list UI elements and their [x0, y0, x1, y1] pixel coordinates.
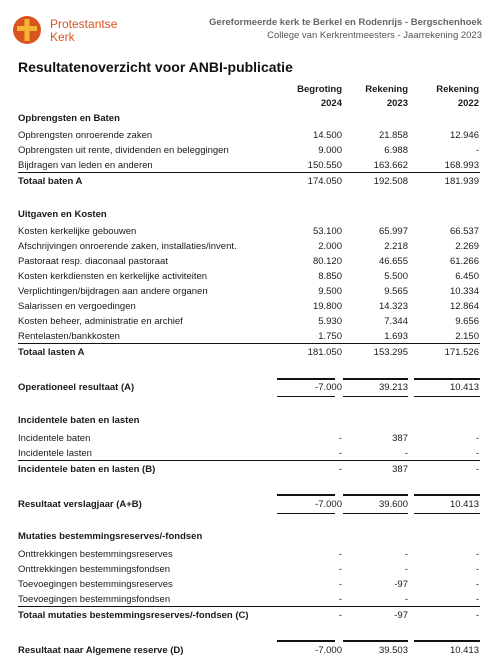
- logo-line2: Kerk: [50, 30, 75, 44]
- divider: [277, 513, 335, 514]
- logo-icon: [12, 15, 42, 45]
- organization-name: Gereformeerde kerk te Berkel en Rodenrijs - Bergschenhoek: [209, 17, 482, 28]
- result-row: Resultaat verslagjaar (A+B) -7.000 39.600 10.413: [18, 499, 479, 510]
- divider: [414, 494, 480, 496]
- total-row: Incidentele baten en lasten (B) - 387 -: [18, 464, 479, 475]
- total-row: Totaal baten A 174.050 192.508 181.939: [18, 176, 479, 187]
- table-row: Incidentele lasten - - -: [18, 448, 479, 459]
- divider: [343, 640, 408, 642]
- divider: [343, 494, 408, 496]
- logo: [12, 12, 132, 48]
- divider: [414, 513, 480, 514]
- table-row: Rentelasten/bankkosten 1.750 1.693 2.150: [18, 331, 479, 342]
- document-subtitle: College van Kerkrentmeesters - Jaarrekening 2023: [267, 30, 482, 41]
- divider: [277, 494, 335, 496]
- table-row: Pastoraat resp. diaconaal pastoraat 80.120 46.655 61.266: [18, 256, 479, 267]
- divider: [414, 640, 480, 642]
- table-row: Verplichtingen/bijdragen aan andere organen 9.500 9.565 10.334: [18, 286, 479, 297]
- table-row: Kosten beheer, administratie en archief 5.930 7.344 9.656: [18, 316, 479, 327]
- result-row: Operationeel resultaat (A) -7.000 39.213 10.413: [18, 382, 479, 393]
- result-row: Resultaat naar Algemene reserve (D) -7.000 39.503 10.413: [18, 645, 479, 656]
- table-row: Kosten kerkdiensten en kerkelijke activiteiten 8.850 5.500 6.450: [18, 271, 479, 282]
- table-row: Onttrekkingen bestemmingsreserves - - -: [18, 549, 479, 560]
- section-heading: Opbrengsten en Baten: [18, 113, 120, 124]
- divider: [414, 396, 480, 397]
- total-row: Totaal mutaties bestemmingsreserves/-fondsen (C) - -97 -: [18, 610, 479, 621]
- table-row: Bijdragen van leden en anderen 150.550 163.662 168.993: [18, 160, 479, 171]
- table-row: Onttrekkingen bestemmingsfondsen - - -: [18, 564, 479, 575]
- section-heading: Uitgaven en Kosten: [18, 209, 107, 220]
- column-header-rekening-2023: Rekening 2023: [365, 84, 408, 109]
- section-heading: Mutaties bestemmingsreserves/-fondsen: [18, 531, 203, 542]
- divider: [343, 513, 408, 514]
- column-header-rekening-2022: Rekening 2022: [436, 84, 479, 109]
- page-title: Resultatenoverzicht voor ANBI-publicatie: [18, 59, 293, 75]
- divider: [18, 343, 480, 344]
- column-header-begroting-2024: Begroting 2024: [297, 84, 342, 109]
- divider: [277, 640, 335, 642]
- table-row: Toevoegingen bestemmingsfondsen - - -: [18, 594, 479, 605]
- divider: [18, 172, 480, 173]
- divider: [277, 396, 335, 397]
- table-row: Opbrengsten uit rente, dividenden en beleggingen 9.000 6.988 -: [18, 145, 479, 156]
- divider: [18, 606, 480, 607]
- divider: [18, 460, 480, 461]
- table-row: Salarissen en vergoedingen 19.800 14.323 12.864: [18, 301, 479, 312]
- table-row: Kosten kerkelijke gebouwen 53.100 65.997 66.537: [18, 226, 479, 237]
- logo-line1: Protestantse: [50, 17, 118, 31]
- table-row: Toevoegingen bestemmingsreserves - -97 -: [18, 579, 479, 590]
- total-row: Totaal lasten A 181.050 153.295 171.526: [18, 347, 479, 358]
- table-row: Opbrengsten onroerende zaken 14.500 21.858 12.946: [18, 130, 479, 141]
- divider: [343, 396, 408, 397]
- table-row: Afschrijvingen onroerende zaken, installaties/invent. 2.000 2.218 2.269: [18, 241, 479, 252]
- table-row: Incidentele baten - 387 -: [18, 433, 479, 444]
- section-heading: Incidentele baten en lasten: [18, 415, 140, 426]
